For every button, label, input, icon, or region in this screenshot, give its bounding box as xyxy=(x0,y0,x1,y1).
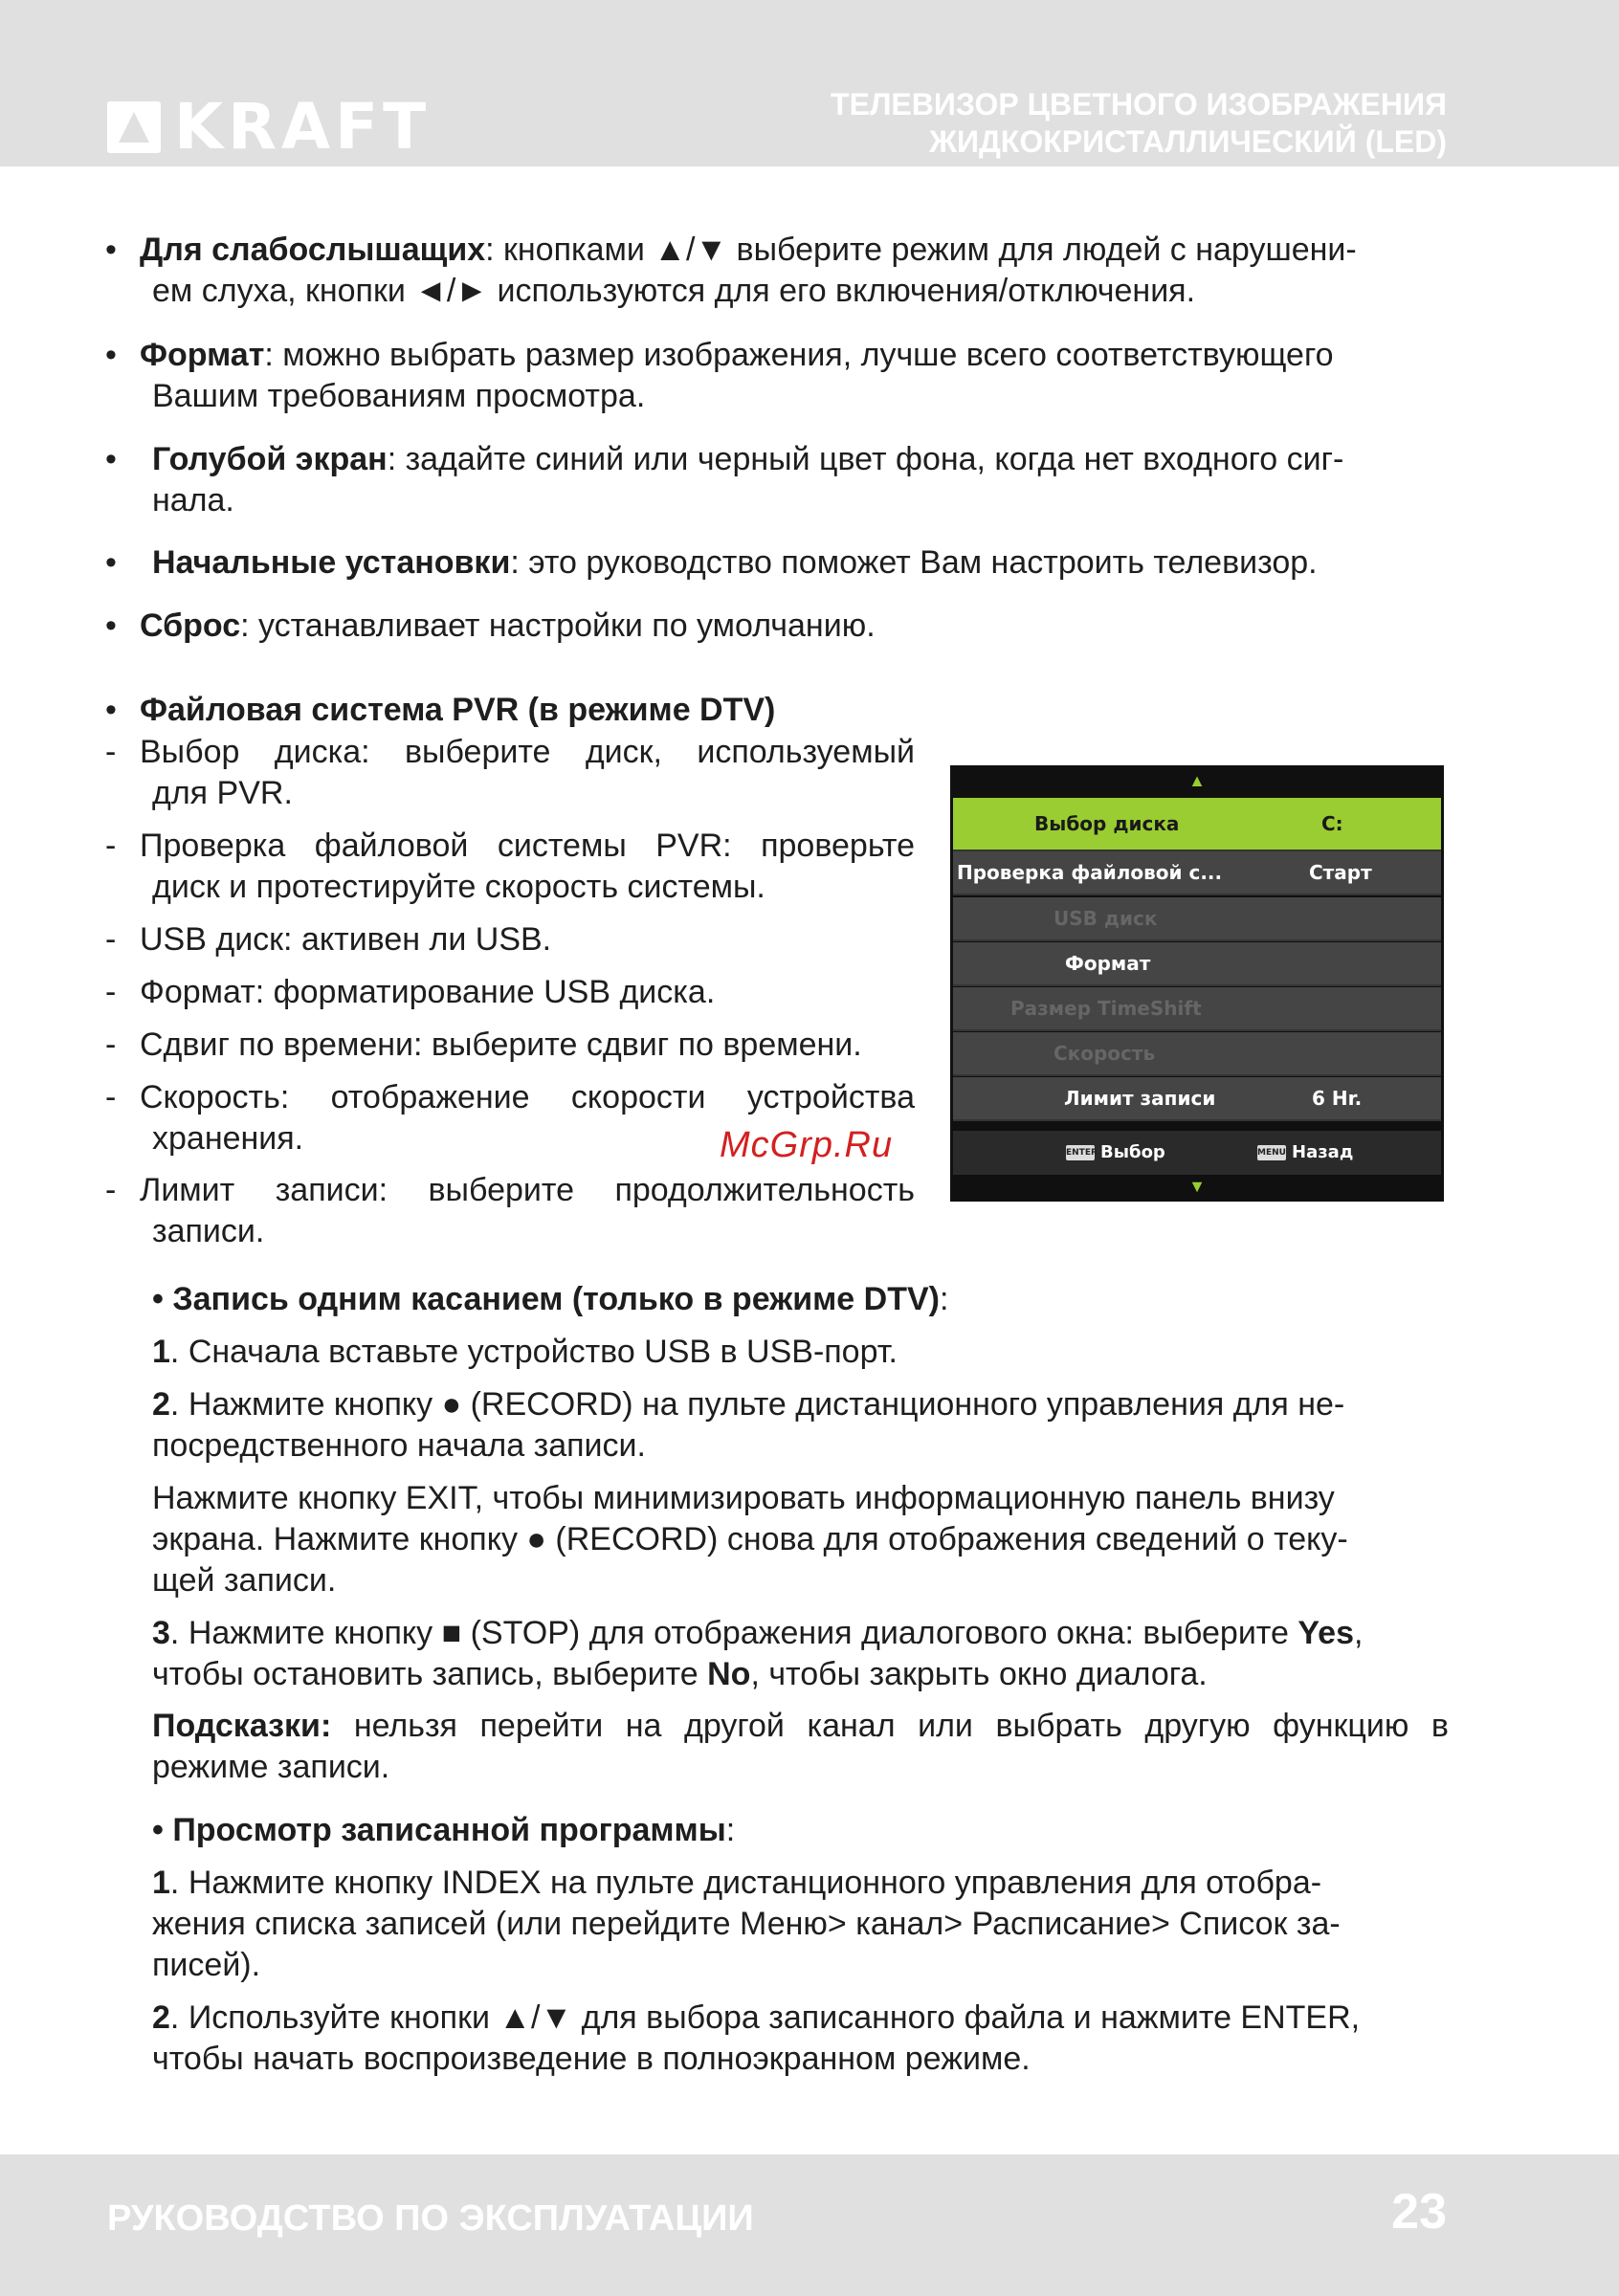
pvr-fs-check xyxy=(140,826,915,908)
tips-text: нельзя перейти на другой канал или выбрать другую функцию в xyxy=(331,1708,1449,1744)
logo-triangle-icon xyxy=(107,101,161,153)
step-text: . Нажмите кнопку ■ (STOP) для отображения диалогового окна: выберите xyxy=(169,1615,1298,1651)
note-line2: экрана. Нажмите кнопку ● (RECORD) снова для отображения сведений о теку- xyxy=(152,1521,1348,1557)
step-text: . Нажмите кнопку ● (RECORD) на пульте дистанционного управления для не- xyxy=(169,1386,1345,1423)
tv-up-arrow-icon: ▲ xyxy=(1188,771,1206,790)
record-exit-note xyxy=(152,1478,1449,1601)
item-blue-screen xyxy=(152,439,1449,521)
item-blue-text: : задайте синий или черный цвет фона, когда нет входного сиг- xyxy=(387,441,1344,477)
tv-row-record-limit xyxy=(953,1077,1441,1121)
pvr-d7-line2: записи. xyxy=(152,1213,265,1249)
step-number: 2 xyxy=(152,1999,170,2036)
bullet: • xyxy=(105,337,117,373)
record-tips xyxy=(152,1706,1449,1788)
pvr-d2-line2: диск и протестируйте скорость системы. xyxy=(152,869,765,905)
pvr-record-limit xyxy=(140,1170,915,1252)
bullet: • xyxy=(105,232,117,268)
brand-logo xyxy=(107,90,432,164)
record-step-1 xyxy=(152,1332,898,1373)
tv-row-label: Размер TimeShift xyxy=(1010,997,1202,1020)
step-text2-end: , чтобы закрыть окно диалога. xyxy=(750,1656,1208,1692)
pvr-heading xyxy=(140,690,775,731)
pvr-d1-line1: Выбор диска: выберите диск, используемый xyxy=(140,734,915,770)
tv-row-format xyxy=(953,942,1441,986)
step-number: 1 xyxy=(152,1865,170,1901)
tv-row-value: C: xyxy=(1321,812,1343,835)
pvr-d1-line2: для PVR. xyxy=(152,775,293,811)
item-format-title: Формат xyxy=(140,337,265,373)
item-format-text2: Вашим требованиям просмотра. xyxy=(152,378,646,414)
step-text: . Нажмите кнопку INDEX на пульте дистанционного управления для отобра- xyxy=(169,1865,1322,1901)
step-text: . Сначала вставьте устройство USB в USB-порт. xyxy=(169,1334,898,1370)
menu-key-icon: MENU xyxy=(1257,1145,1286,1160)
tv-menu-footer xyxy=(953,1131,1441,1175)
item-hearing-text2: ем слуха, кнопки ◄/► используются для его включения/отключения. xyxy=(152,273,1196,309)
dash: - xyxy=(105,921,117,958)
step-text2: жения списка записей (или перейдите Меню> канал> Расписание> Список за- xyxy=(152,1906,1341,1942)
item-blue-text2: нала. xyxy=(152,482,234,519)
playback-step-2 xyxy=(152,1998,1449,2080)
item-init-text: : это руководство поможет Вам настроить телевизор. xyxy=(510,544,1318,581)
tv-row-timeshift xyxy=(953,987,1441,1031)
item-hearing-text: : кнопками ▲/▼ выберите режим для людей с нарушени- xyxy=(485,232,1357,268)
item-init-title: Начальные установки xyxy=(152,544,511,581)
tv-down-arrow-icon: ▼ xyxy=(1188,1177,1206,1196)
tv-row-label: Формат xyxy=(1065,952,1151,975)
item-reset-title: Сброс xyxy=(140,607,241,644)
tv-row-label: USB диск xyxy=(1053,907,1158,930)
tv-row-label: Лимит записи xyxy=(1064,1087,1216,1110)
step-number: 3 xyxy=(152,1615,170,1651)
dash: - xyxy=(105,1079,117,1115)
dash: - xyxy=(105,1172,117,1208)
tv-menu-screenshot xyxy=(950,765,1444,1202)
record-heading xyxy=(152,1279,948,1320)
playback-heading-colon: : xyxy=(725,1812,736,1848)
step-number: 1 xyxy=(152,1334,170,1370)
item-format-text: : можно выбрать размер изображения, лучше всего соответствующего xyxy=(264,337,1334,373)
dash: - xyxy=(105,734,117,770)
header-title xyxy=(831,86,1447,161)
enter-key-icon: ENTER xyxy=(1066,1145,1095,1160)
header-title-line1: ТЕЛЕВИЗОР ЦВЕТНОГО ИЗОБРАЖЕНИЯ xyxy=(831,87,1447,121)
pvr-d7-line1: Лимит записи: выберите продолжительность xyxy=(140,1172,915,1208)
footer-title: РУКОВОДСТВО ПО ЭКСПЛУАТАЦИИ xyxy=(107,2198,754,2239)
tv-row-usb-disk xyxy=(953,897,1441,941)
yes-label: Yes xyxy=(1297,1615,1354,1651)
item-hearing xyxy=(140,230,1449,312)
step-number: 2 xyxy=(152,1386,170,1423)
pvr-d6-line1: Скорость: отображение скорости устройства xyxy=(140,1079,915,1115)
tv-row-fs-check xyxy=(953,851,1441,895)
item-blue-title: Голубой экран xyxy=(152,441,388,477)
tv-row-label: Скорость xyxy=(1053,1042,1156,1065)
step-text3: писей). xyxy=(152,1947,261,1983)
dash: - xyxy=(105,828,117,864)
pvr-d6-line2: хранения. xyxy=(152,1120,304,1157)
tv-row-label: Выбор диска xyxy=(1034,812,1180,835)
watermark: McGrp.Ru xyxy=(720,1125,894,1165)
no-label: No xyxy=(707,1656,751,1692)
pvr-heading-text: Файловая система PVR (в режиме DTV) xyxy=(140,692,776,728)
header-title-line2: ЖИДКОКРИСТАЛЛИЧЕСКИЙ (LED) xyxy=(929,124,1447,159)
record-heading-text: • Запись одним касанием (только в режиме DTV) xyxy=(152,1281,940,1317)
page-footer xyxy=(0,2154,1619,2296)
page-header xyxy=(0,0,1619,166)
item-initial-setup xyxy=(152,542,1449,584)
tv-select-label: Выбор xyxy=(1100,1142,1165,1162)
tv-back-label: Назад xyxy=(1292,1142,1354,1162)
tv-row-disk-select xyxy=(953,798,1441,851)
step-text2: чтобы остановить запись, выберите xyxy=(152,1656,708,1692)
record-heading-colon: : xyxy=(940,1281,949,1317)
record-step-3 xyxy=(152,1613,1449,1695)
step-text: . Используйте кнопки ▲/▼ для выбора записанного файла и нажмите ENTER, xyxy=(169,1999,1361,2036)
brand-name: KRAFT xyxy=(174,90,432,164)
note-line3: щей записи. xyxy=(152,1562,337,1599)
pvr-usb-disk: USB диск: активен ли USB. xyxy=(140,921,552,958)
tips-title: Подсказки: xyxy=(152,1708,332,1744)
bullet: • xyxy=(105,441,117,477)
bullet: • xyxy=(105,544,117,581)
bullet: • xyxy=(105,692,117,728)
note-line1: Нажмите кнопку EXIT, чтобы минимизировать информационную панель внизу xyxy=(152,1480,1335,1516)
tips-text2: режиме записи. xyxy=(152,1749,390,1785)
playback-heading xyxy=(152,1810,735,1851)
playback-heading-text: • Просмотр записанной программы xyxy=(152,1812,726,1848)
tv-row-value: Старт xyxy=(1309,861,1372,884)
playback-step-1 xyxy=(152,1863,1449,1986)
pvr-format: Формат: форматирование USB диска. xyxy=(140,974,716,1010)
tv-row-value: 6 Hr. xyxy=(1312,1087,1363,1110)
pvr-d2-line1: Проверка файловой системы PVR: проверьте xyxy=(140,828,915,864)
tv-select-hint xyxy=(1066,1131,1165,1175)
tv-row-speed xyxy=(953,1032,1441,1076)
step-text2: чтобы начать воспроизведение в полноэкранном режиме. xyxy=(152,2041,1031,2077)
step-punct: , xyxy=(1353,1615,1364,1651)
tv-row-label: Проверка файловой с... xyxy=(957,861,1223,884)
item-format xyxy=(140,335,1449,417)
item-hearing-title: Для слабослышащих xyxy=(140,232,486,268)
pvr-timeshift: Сдвиг по времени: выберите сдвиг по времени. xyxy=(140,1027,862,1063)
item-reset xyxy=(140,606,1449,647)
dash: - xyxy=(105,974,117,1010)
bullet: • xyxy=(105,607,117,644)
dash: - xyxy=(105,1027,117,1063)
pvr-disk-select xyxy=(140,732,915,814)
item-reset-text: : устанавливает настройки по умолчанию. xyxy=(240,607,876,644)
page-number: 23 xyxy=(1391,2184,1447,2240)
record-step-2 xyxy=(152,1384,1449,1467)
step-text2: посредственного начала записи. xyxy=(152,1427,646,1464)
tv-back-hint xyxy=(1257,1131,1353,1175)
